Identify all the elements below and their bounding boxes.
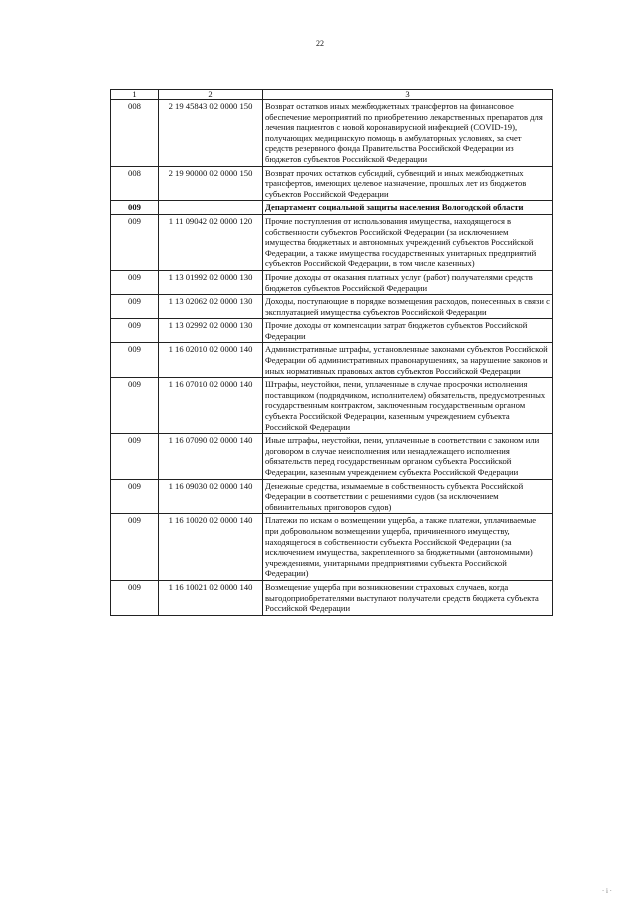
table-row — [111, 514, 553, 581]
admin-code-cell: 009 — [111, 514, 159, 581]
description-cell: Прочие доходы от оказания платных услуг (работ) получателями средств бюджетов субъектов Российской Федерации — [263, 270, 553, 294]
table-row — [111, 100, 553, 167]
table-body — [111, 100, 553, 616]
admin-code-cell: 009 — [111, 319, 159, 343]
budget-code-cell: 2 19 45843 02 0000 150 — [159, 100, 263, 167]
table-header-row — [111, 90, 553, 100]
admin-code-cell: 009 — [111, 270, 159, 294]
description-cell: Возврат остатков иных межбюджетных трансфертов на финансовое обеспечение мероприятий по приобретению лекарственных препаратов для лечения пациентов с новой коронавирусной инфекцией (COVID-19), получающих медицинскую помощь в амбулаторных условиях, за счет средств резервного фонда Правительства Российской Федерации из бюджетов субъектов Российской Федерации — [263, 100, 553, 167]
budget-code-cell: 1 16 02010 02 0000 140 — [159, 343, 263, 378]
admin-code-cell: 009 — [111, 214, 159, 270]
budget-code-cell: 1 13 02992 02 0000 130 — [159, 319, 263, 343]
column-header-admin: 1 — [111, 90, 159, 100]
admin-code-cell: 009 — [111, 201, 159, 215]
budget-code-cell: 2 19 90000 02 0000 150 — [159, 166, 263, 201]
budget-code-cell: 1 16 10021 02 0000 140 — [159, 580, 263, 615]
description-cell: Возмещение ущерба при возникновении страховых случаев, когда выгодоприобретателями выступают получатели средств бюджета субъекта Российской Федерации — [263, 580, 553, 615]
budget-code-cell: 1 16 10020 02 0000 140 — [159, 514, 263, 581]
budget-code-cell: 1 11 09042 02 0000 120 — [159, 214, 263, 270]
page-number: 22 — [316, 39, 324, 48]
description-cell: Департамент социальной защиты населения Вологодской области — [263, 201, 553, 215]
table-row — [111, 378, 553, 434]
revenue-codes-table — [110, 89, 553, 616]
description-cell: Денежные средства, изымаемые в собственность субъекта Российской Федерации в соответствии с решениями судов (за исключением обвинительных приговоров судов) — [263, 479, 553, 514]
budget-code-cell: 1 16 09030 02 0000 140 — [159, 479, 263, 514]
table-row — [111, 343, 553, 378]
description-cell: Иные штрафы, неустойки, пени, уплаченные в соответствии с законом или договором в случае неисполнения или ненадлежащего исполнения обязательств перед государственным органом субъекта Российской Федерации, казенным учреждением субъекта Российской Федерации — [263, 434, 553, 479]
budget-code-cell: 1 13 01992 02 0000 130 — [159, 270, 263, 294]
admin-code-cell: 009 — [111, 343, 159, 378]
admin-code-cell: 009 — [111, 580, 159, 615]
description-cell: Прочие доходы от компенсации затрат бюджетов субъектов Российской Федерации — [263, 319, 553, 343]
table-row — [111, 479, 553, 514]
admin-code-cell: 009 — [111, 378, 159, 434]
admin-code-cell: 008 — [111, 100, 159, 167]
budget-code-cell — [159, 201, 263, 215]
table-row — [111, 166, 553, 201]
table-row — [111, 580, 553, 615]
budget-code-cell: 1 16 07010 02 0000 140 — [159, 378, 263, 434]
budget-code-cell: 1 16 07090 02 0000 140 — [159, 434, 263, 479]
description-cell: Возврат прочих остатков субсидий, субвенций и иных межбюджетных трансфертов, имеющих целевое назначение, прошлых лет из бюджетов субъектов Российской Федерации — [263, 166, 553, 201]
admin-code-cell: 008 — [111, 166, 159, 201]
budget-code-cell: 1 13 02062 02 0000 130 — [159, 295, 263, 319]
description-cell: Прочие поступления от использования имущества, находящегося в собственности субъектов Российской Федерации (за исключением имущества бюджетных и автономных учреждений субъектов Российской Федерации, а также имущества государственных унитарных предприятий субъектов Российской Федерации, в том числе казенных) — [263, 214, 553, 270]
corner-mark: · i · — [601, 887, 612, 895]
admin-code-cell: 009 — [111, 434, 159, 479]
description-cell: Платежи по искам о возмещении ущерба, а также платежи, уплачиваемые при добровольном возмещении ущерба, причиненного имуществу, находящегося в собственности субъекта Российской Федерации (за исключением имущества, закрепленного за бюджетными (автономными) учреждениями, унитарными предприятиями субъекта Российской Федерации) — [263, 514, 553, 581]
table-row — [111, 295, 553, 319]
admin-code-cell: 009 — [111, 479, 159, 514]
column-header-description: 3 — [263, 90, 553, 100]
department-row — [111, 201, 553, 215]
admin-code-cell: 009 — [111, 295, 159, 319]
table-row — [111, 214, 553, 270]
table-row — [111, 319, 553, 343]
table-row — [111, 270, 553, 294]
description-cell: Доходы, поступающие в порядке возмещения расходов, понесенных в связи с эксплуатацией имущества субъектов Российской Федерации — [263, 295, 553, 319]
description-cell: Штрафы, неустойки, пени, уплаченные в случае просрочки исполнения поставщиком (подрядчиком, исполнителем) обязательств, предусмотренных государственным контрактом, заключенным государственным органом субъекта Российской Федерации, казенным учреждением субъекта Российской Федерации — [263, 378, 553, 434]
table-row — [111, 434, 553, 479]
description-cell: Административные штрафы, установленные законами субъектов Российской Федерации об административных правонарушениях, за нарушение законов и иных нормативных правовых актов субъектов Российской Федерации — [263, 343, 553, 378]
column-header-code: 2 — [159, 90, 263, 100]
